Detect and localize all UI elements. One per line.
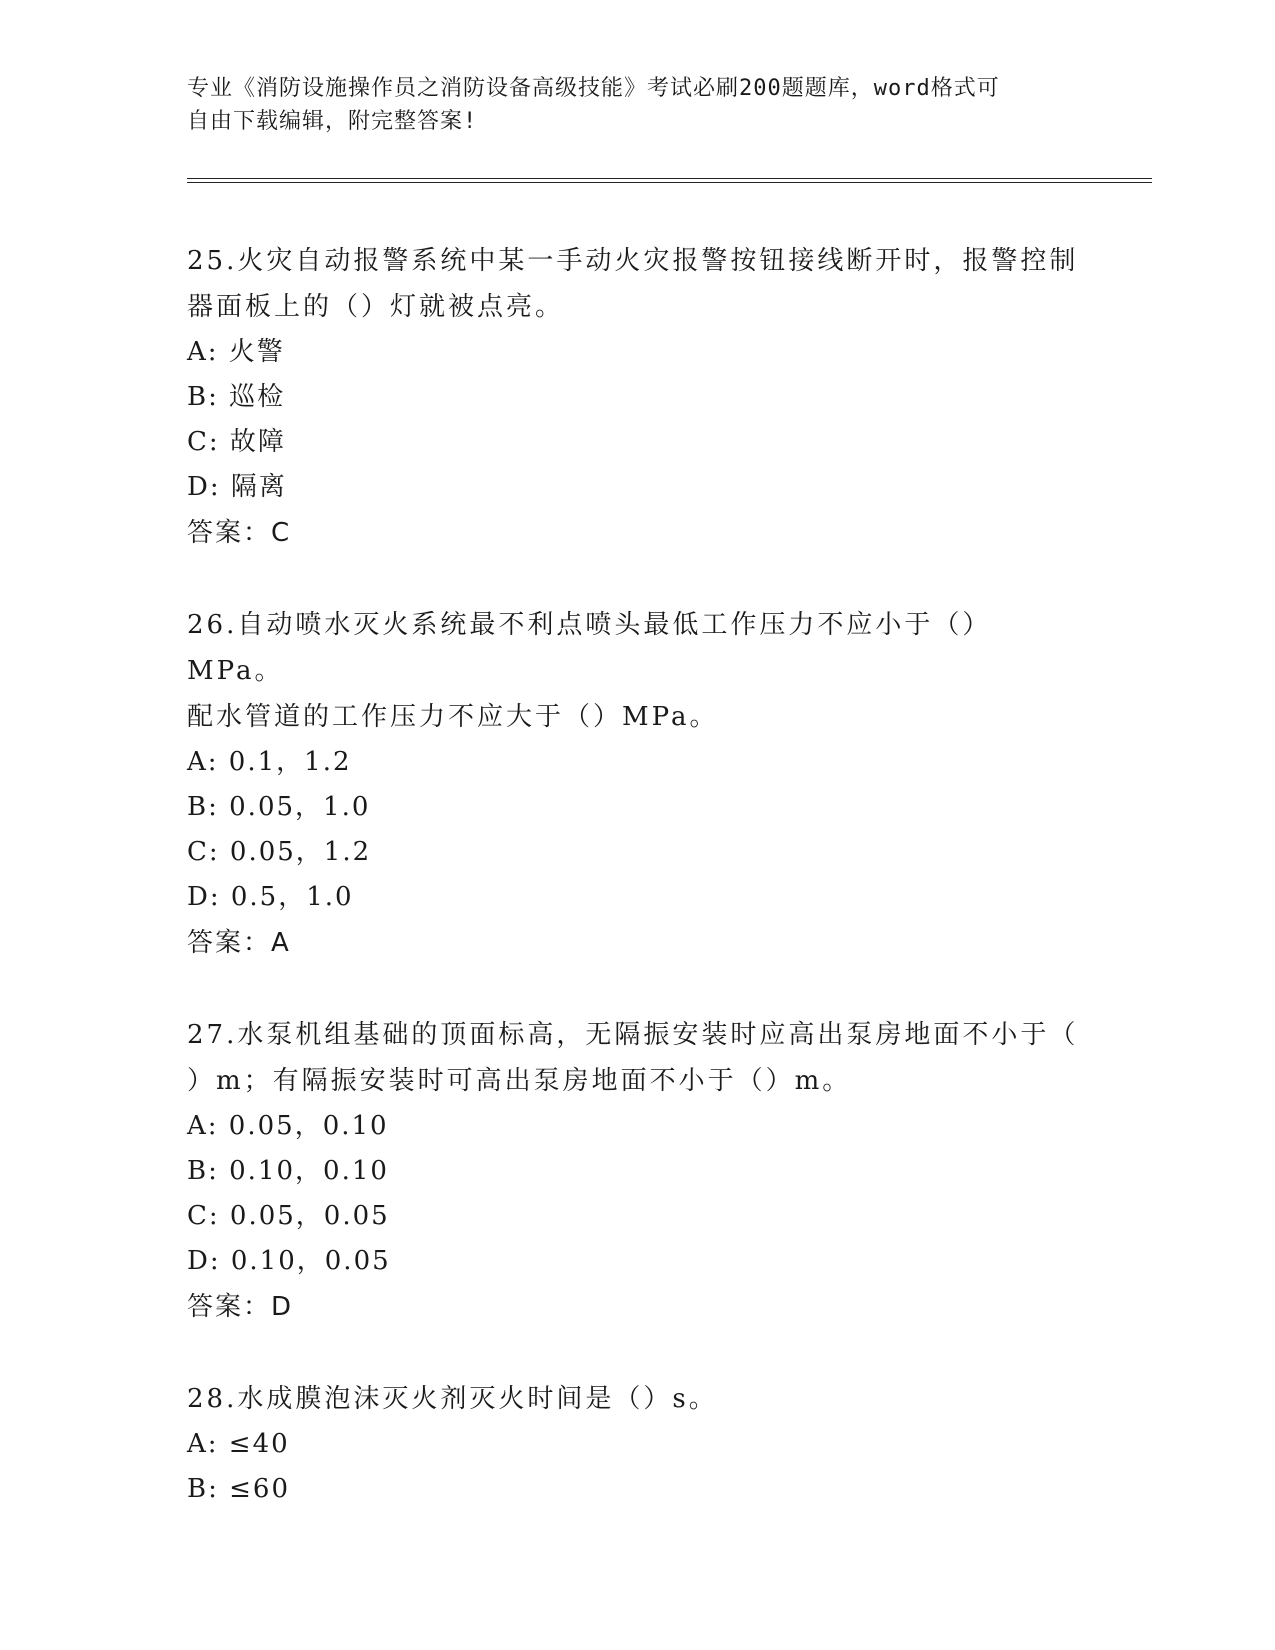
- question-25: [187, 238, 1087, 556]
- option-d: D: 0.5，1.0: [187, 882, 354, 912]
- option-c: C: 0.05，1.2: [187, 837, 372, 867]
- option-c: C: 故障: [187, 427, 286, 457]
- header-line-2: 自由下载编辑，附完整答案!: [187, 109, 478, 134]
- question-26: [187, 602, 1087, 966]
- answer-line: 答案：D: [187, 1292, 294, 1322]
- option-d: D: 隔离: [187, 472, 287, 502]
- option-a: A: 0.05，0.10: [187, 1111, 389, 1141]
- option-a: A: 火警: [187, 337, 285, 367]
- option-a: A: 0.1，1.2: [187, 747, 352, 777]
- option-c: C: 0.05，0.05: [187, 1201, 390, 1231]
- question-stem-line-1: 27.水泵机组基础的顶面标高，无隔振安装时应高出泵房地面不小于（: [187, 1020, 1079, 1050]
- question-stem-line-2: ）m；有隔振安装时可高出泵房地面不小于（）m。: [187, 1066, 852, 1096]
- answer-line: 答案：C: [187, 518, 292, 548]
- header-divider: [187, 178, 1152, 183]
- question-27: [187, 1012, 1087, 1330]
- question-stem-line-1: 28.水成膜泡沫灭火剂灭火时间是（）s。: [187, 1384, 718, 1414]
- question-stem-line-1: 26.自动喷水灭火系统最不利点喷头最低工作压力不应小于（）MPa。: [187, 610, 992, 686]
- header-line-1: 专业《消防设施操作员之消防设备高级技能》考试必刷200题题库，word格式可: [187, 76, 1000, 101]
- question-list: [187, 238, 1087, 1558]
- option-a: A: ≤40: [187, 1429, 290, 1459]
- question-stem-line-2: 配水管道的工作压力不应大于（）MPa。: [187, 702, 719, 732]
- question-stem-line-1: 25.火灾自动报警系统中某一手动火灾报警按钮接线断开时，报警控制: [187, 246, 1079, 276]
- answer-line: 答案：A: [187, 928, 291, 958]
- option-b: B: ≤60: [187, 1474, 290, 1504]
- question-stem-line-2: 器面板上的（）灯就被点亮。: [187, 292, 565, 322]
- document-header: [187, 72, 1067, 138]
- option-b: B: 0.10，0.10: [187, 1156, 389, 1186]
- option-b: B: 巡检: [187, 382, 286, 412]
- question-28: [187, 1376, 1087, 1512]
- option-b: B: 0.05，1.0: [187, 792, 371, 822]
- option-d: D: 0.10，0.05: [187, 1246, 391, 1276]
